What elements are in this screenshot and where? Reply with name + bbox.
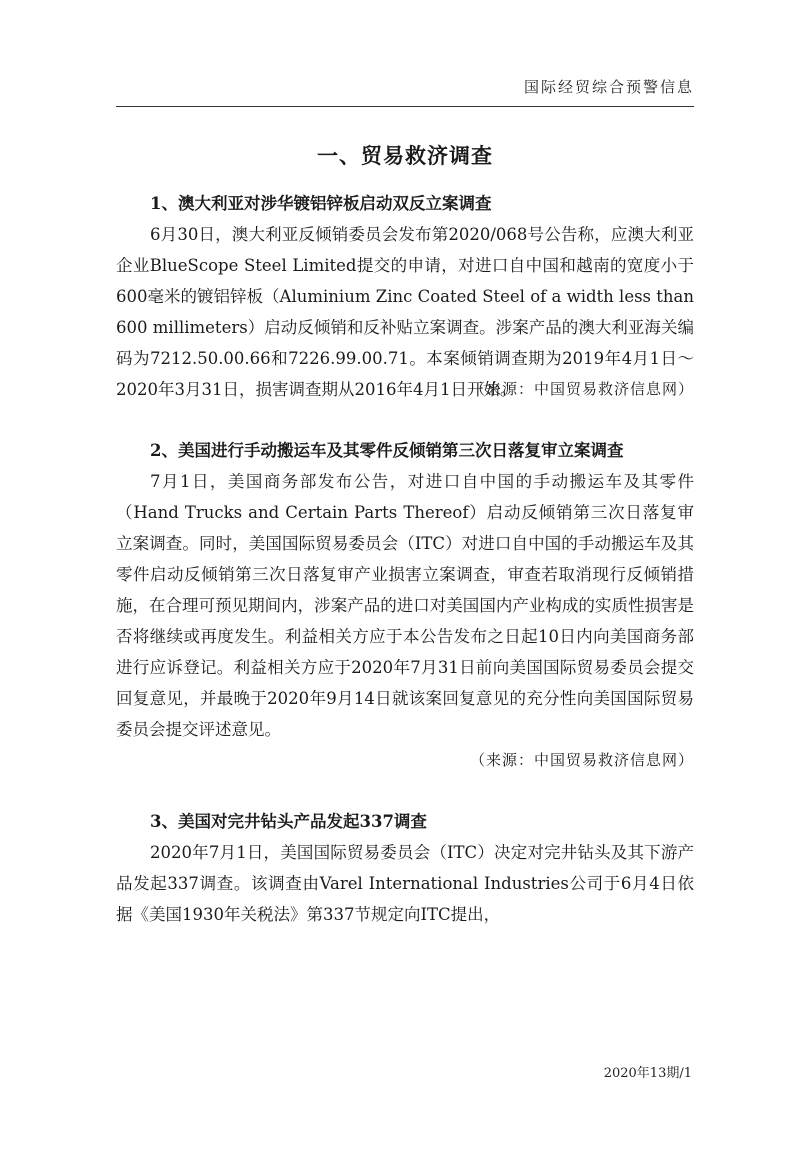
item-title: 2、美国进行手动搬运车及其零件反倾销第三次日落复审立案调查 (150, 441, 624, 460)
news-item-2 (116, 435, 694, 776)
item-source: （来源：中国贸易救济信息网） (469, 380, 694, 398)
item-title: 1、澳大利亚对涉华镀铝锌板启动双反立案调查 (150, 194, 492, 213)
item-title: 3、美国对完井钻头产品发起337调查 (150, 812, 427, 831)
item-body: 6月30日，澳大利亚反倾销委员会发布第2020/068号公告称，应澳大利亚企业BlueScope Steel Limited提交的申请，对进口自中国和越南的宽度小于600毫米的镀铝锌板（Aluminium Zinc Coated Steel of a width less than 600 millimeters）启动反倾销和反补贴立案调查。涉案产品的澳大利亚海关编码为7212.50.00.66和7226.99.00.71。本案倾销调查期为2019年4月1日～2020年3月31日，损害调查期从2016年4月1日开始。 (116, 225, 694, 399)
item-body: 2020年7月1日，美国国际贸易委员会（ITC）决定对完井钻头及其下游产品发起337调查。该调查由Varel International Industries公司于6月4日依据《美国1930年关税法》第337节规定向ITC提出， (116, 843, 694, 924)
running-header: 国际经贸综合预警信息 (523, 78, 694, 96)
item-source: （来源：中国贸易救济信息网） (469, 751, 694, 769)
page-content (116, 126, 694, 930)
section-title: 一、贸易救济调查 (317, 143, 493, 168)
header-rule (116, 106, 694, 107)
news-item-1 (116, 188, 694, 405)
item-body: 7月1日，美国商务部发布公告，对进口自中国的手动搬运车及其零件（Hand Trucks and Certain Parts Thereof）启动反倾销第三次日落复审立案调查。同时，美国国际贸易委员会（ITC）对进口自中国的手动搬运车及其零件启动反倾销第三次日落复审产业损害立案调查，审查若取消现行反倾销措施，在合理可预见期间内，涉案产品的进口对美国国内产业构成的实质性损害是否将继续或再度发生。利益相关方应于本公告发布之日起10日内向美国商务部进行应诉登记。利益相关方应于2020年7月31日前向美国国际贸易委员会提交回复意见，并最晚于2020年9月14日就该案回复意见的充分性向美国国际贸易委员会提交评述意见。 (116, 472, 694, 739)
page-footer: 2020年13期/1 (603, 1066, 692, 1081)
news-item-3 (116, 806, 694, 930)
